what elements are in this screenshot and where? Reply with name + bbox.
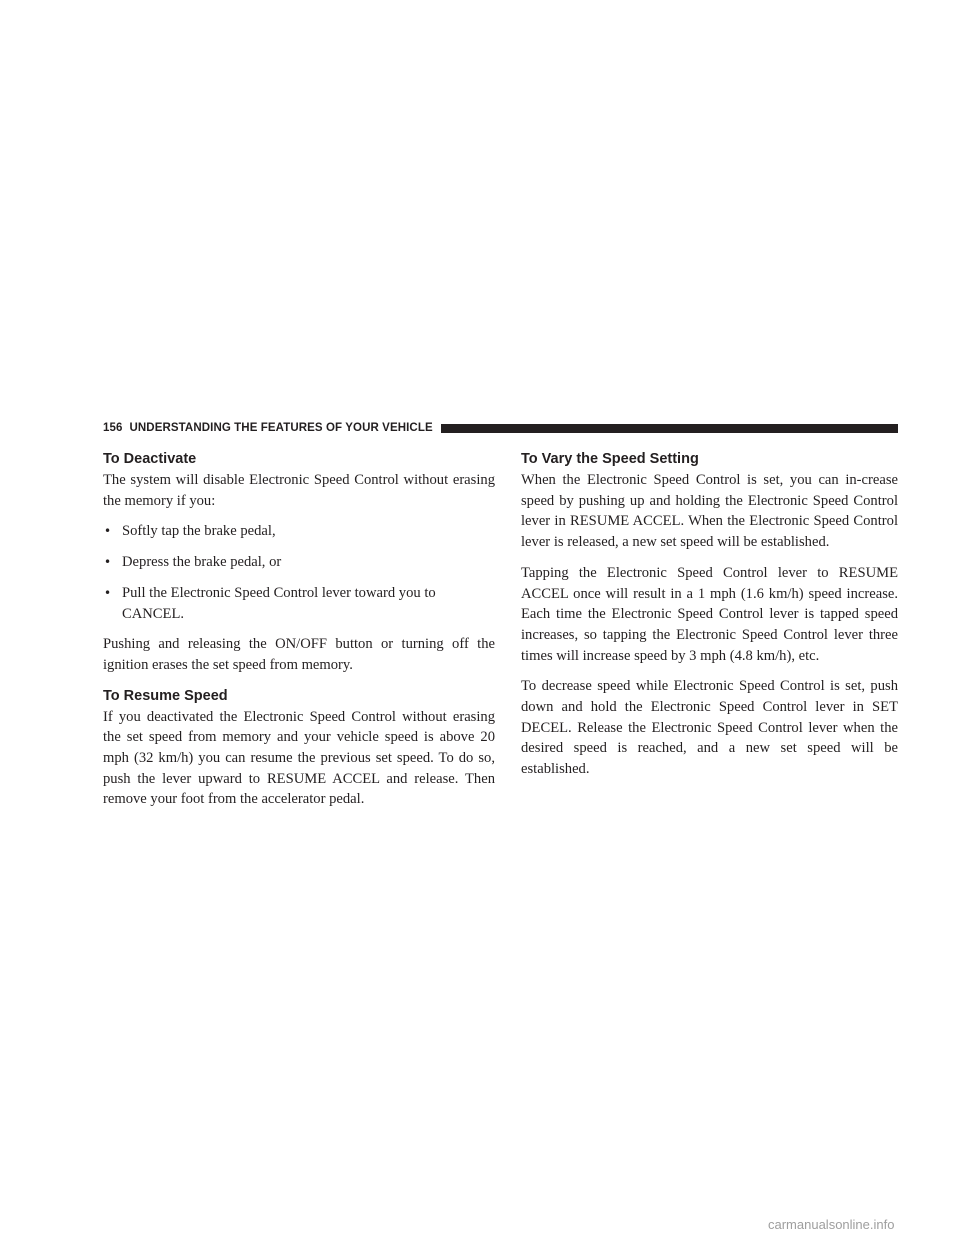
list-item [103, 521, 495, 542]
vary-paragraph-3: To decrease speed while Electronic Speed Control is set, push down and hold the Electronic Speed Control lever in SET DECEL. Release the Electronic Speed Control lever when the desired speed is reached, and a new set speed will be established. [521, 678, 898, 778]
deactivate-after: Pushing and releasing the ON/OFF button or turning off the ignition erases the set speed from memory. [103, 636, 495, 673]
list-item-text: Depress the brake pedal, or [122, 554, 282, 571]
left-column [103, 449, 495, 820]
resume-body: If you deactivated the Electronic Speed Control without erasing the set speed from memory and your vehicle speed is above 20 mph (32 km/h) you can resume the previous set speed. To do so, push the lever upward to RESUME ACCEL and release. Then remove your foot from the accelerator pedal. [103, 708, 495, 808]
vary-paragraph-2: Tapping the Electronic Speed Control lever to RESUME ACCEL once will result in a 1 mph (1.6 km/h) speed increase. Each time the Electronic Speed Control lever is tapped speed increases, so tapping the Electronic Speed Control lever three times will increase speed by 3 mph (4.8 km/h), etc. [521, 564, 898, 664]
list-item-text: Softly tap the brake pedal, [122, 523, 276, 540]
bullet-icon: • [104, 585, 112, 600]
resume-heading: To Resume Speed [103, 687, 228, 704]
header-text [103, 420, 433, 436]
header-rule [441, 424, 898, 433]
right-column [521, 449, 898, 790]
header-title: UNDERSTANDING THE FEATURES OF YOUR VEHICLE [129, 422, 433, 434]
deactivate-list [103, 521, 495, 624]
list-item [103, 583, 495, 624]
watermark: carmanualsonline.info [768, 1217, 895, 1232]
page-header [103, 420, 898, 436]
page-number: 156 [103, 422, 123, 434]
list-item-text: Pull the Electronic Speed Control lever toward you to CANCEL. [122, 584, 436, 622]
bullet-icon: • [104, 524, 112, 539]
deactivate-heading: To Deactivate [103, 451, 197, 467]
bullet-icon: • [104, 555, 112, 570]
list-item [103, 552, 495, 573]
vary-paragraph-1: When the Electronic Speed Control is set, you can in-crease speed by pushing up and holding the Electronic Speed Control lever in RESUME ACCEL. When the Electronic Speed Control lever is released, a new set speed will be established. [521, 472, 898, 551]
vary-heading: To Vary the Speed Setting [521, 451, 699, 467]
deactivate-intro: The system will disable Electronic Speed Control without erasing the memory if you: [103, 472, 495, 509]
